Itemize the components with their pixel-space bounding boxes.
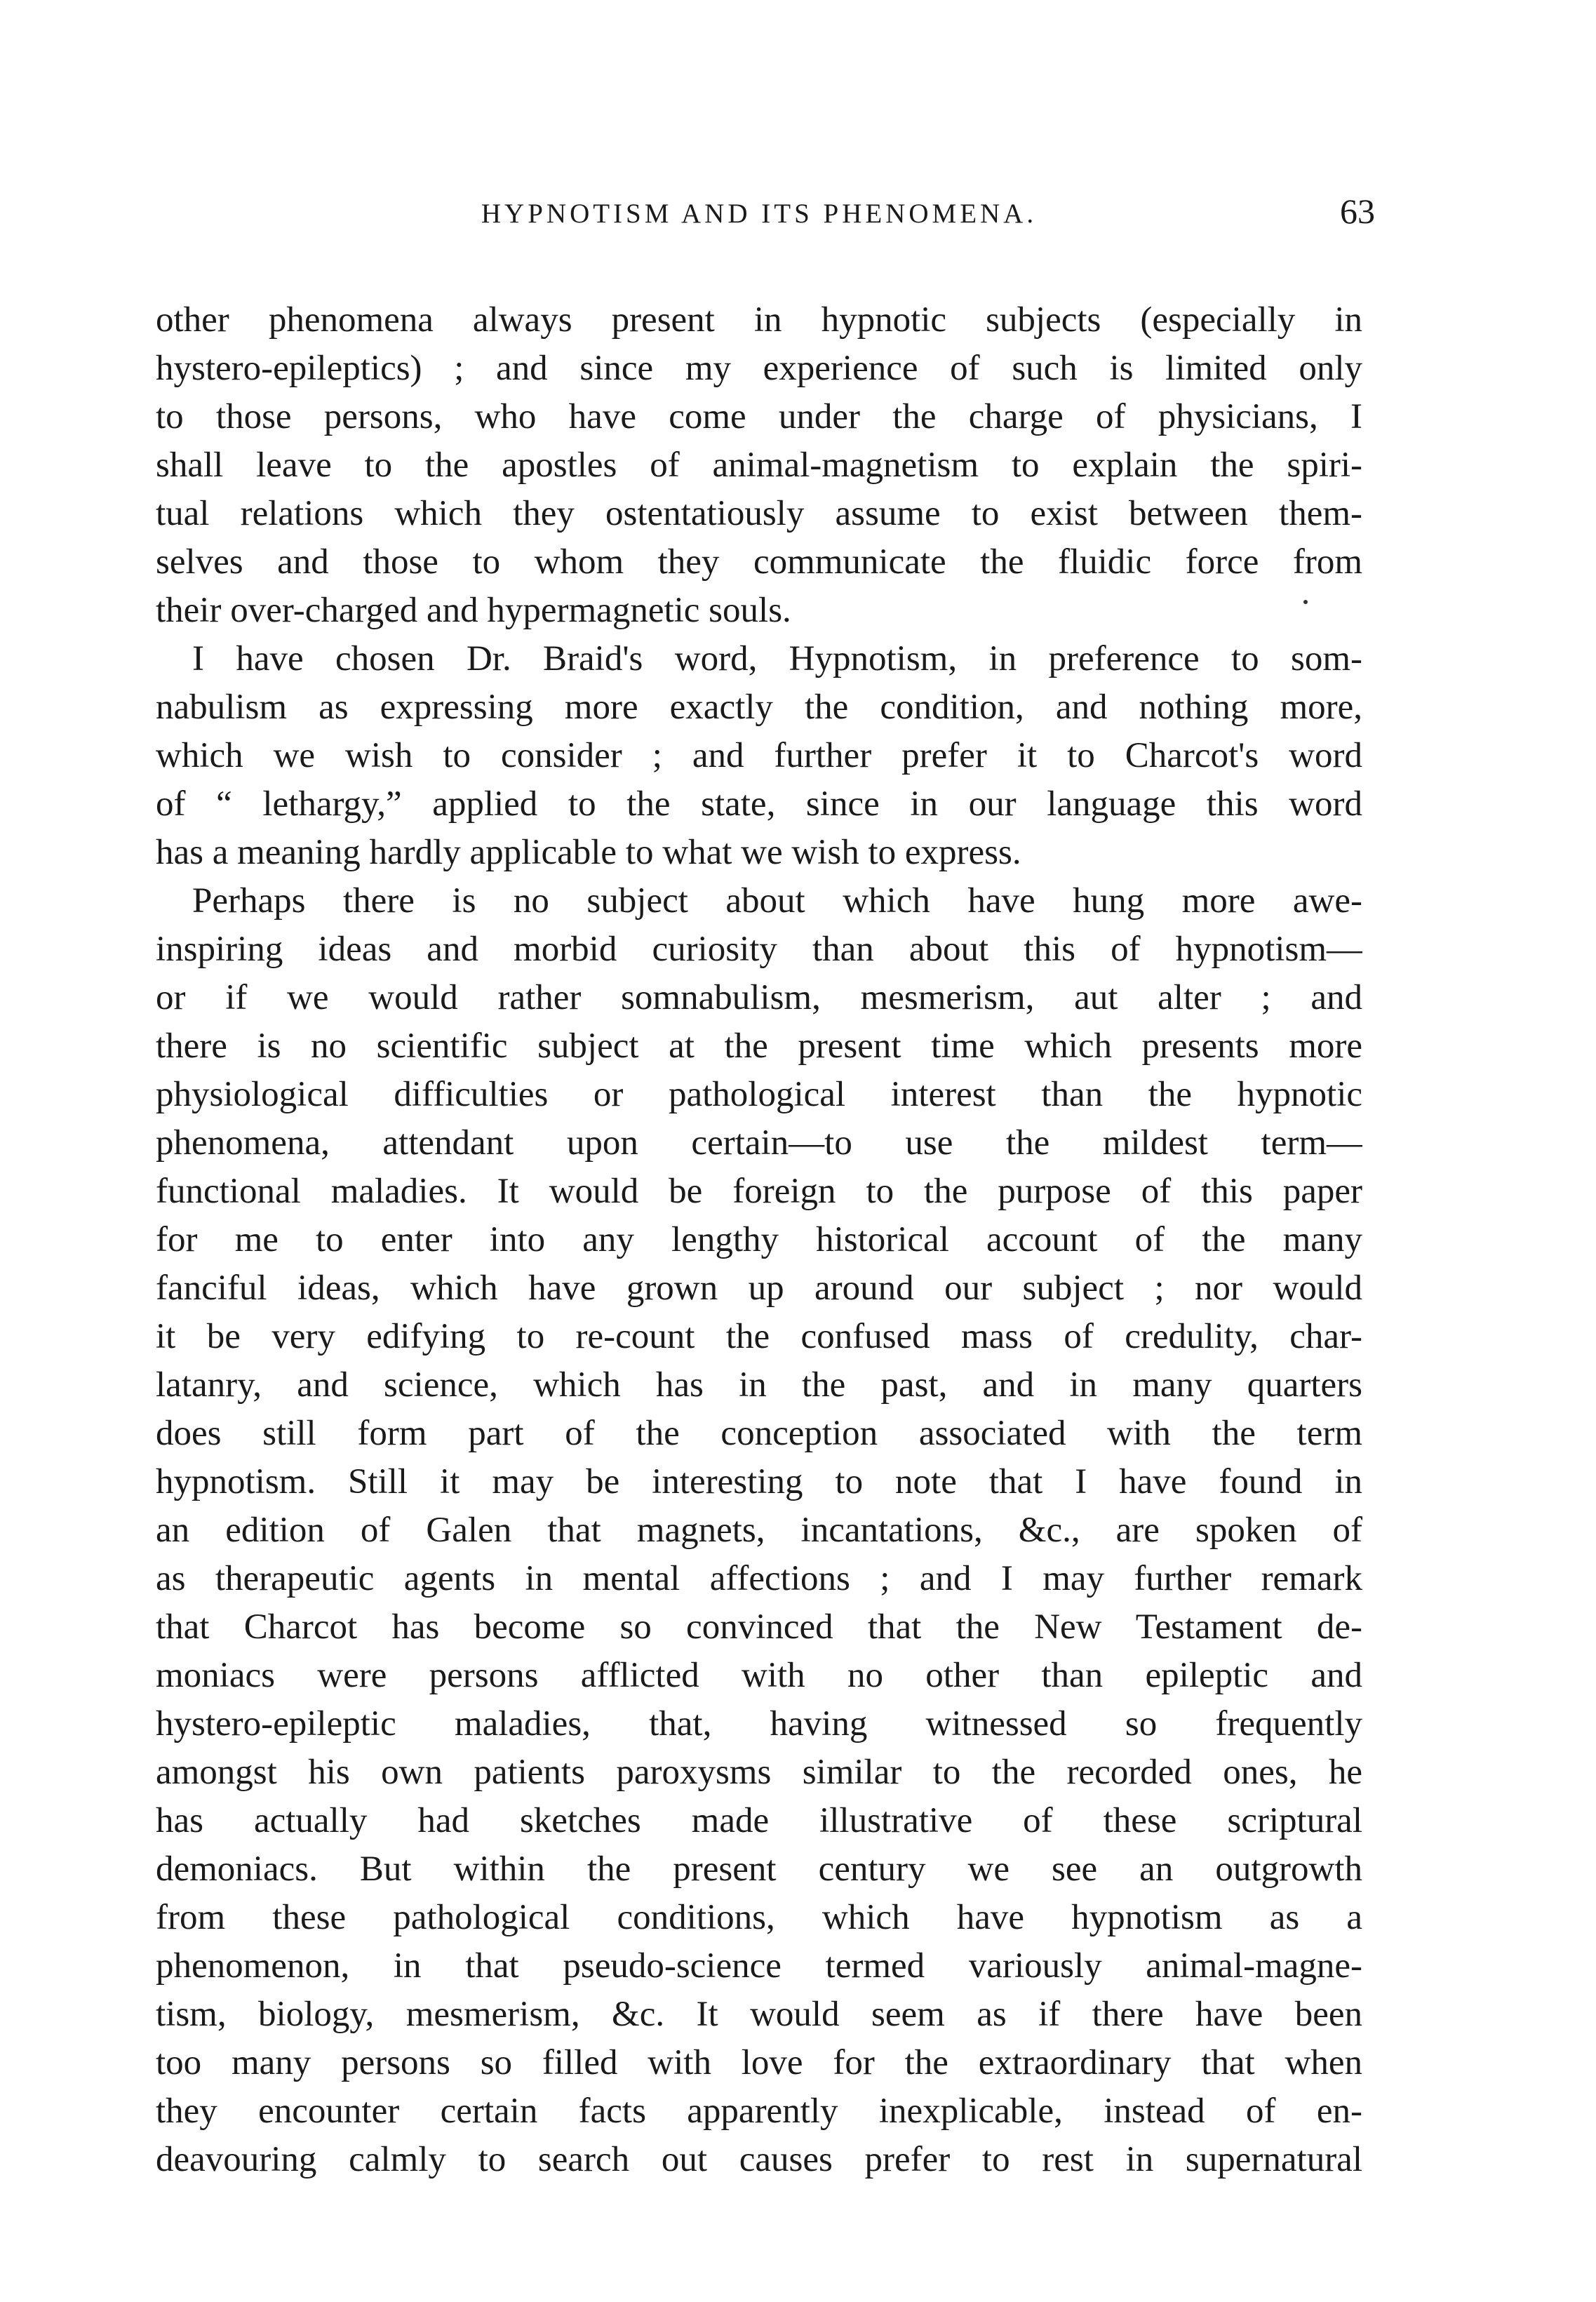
text-line: for me to enter into any lengthy historical account of the many (156, 1220, 1362, 1259)
text-line: their over-charged and hypermagnetic souls. (156, 591, 791, 630)
stray-mark (1303, 600, 1308, 604)
text-line: selves and those to whom they communicate the fluidic force from (156, 542, 1362, 582)
text-line: hystero-epileptic maladies, that, having witnessed so frequently (156, 1704, 1362, 1744)
text-line: tual relations which they ostentatiously assume to exist between them- (156, 494, 1362, 533)
text-line: other phenomena always present in hypnotic subjects (especially in (156, 300, 1362, 340)
text-line: phenomenon, in that pseudo-science termed variously animal-magne- (156, 1946, 1362, 1986)
text-line: which we wish to consider ; and further prefer it to Charcot's word (156, 736, 1362, 775)
text-line: that Charcot has become so convinced that the New Testament de- (156, 1607, 1362, 1647)
text-line: Perhaps there is no subject about which have hung more awe- (192, 881, 1362, 921)
running-head (156, 189, 1375, 239)
text-line: of “ lethargy,” applied to the state, since in our language this word (156, 784, 1362, 824)
text-line: does still form part of the conception associated with the term (156, 1414, 1362, 1453)
text-line: physiological difficulties or pathological interest than the hypnotic (156, 1075, 1362, 1114)
text-line: they encounter certain facts apparently inexplicable, instead of en- (156, 2092, 1362, 2131)
text-line: phenomena, attendant upon certain—to use the mildest term— (156, 1123, 1362, 1163)
text-line: shall leave to the apostles of animal-magnetism to explain the spiri- (156, 446, 1362, 485)
text-line: or if we would rather somnabulism, mesmerism, aut alter ; and (156, 978, 1362, 1017)
text-line: I have chosen Dr. Braid's word, Hypnotism, in preference to som- (192, 639, 1362, 678)
running-title: HYPNOTISM AND ITS PHENOMENA. (481, 199, 1038, 229)
text-line: has a meaning hardly applicable to what we wish to express. (156, 833, 1021, 872)
text-line: demoniacs. But within the present century we see an outgrowth (156, 1849, 1362, 1889)
text-line: there is no scientific subject at the present time which presents more (156, 1026, 1362, 1066)
text-line: deavouring calmly to search out causes prefer to rest in supernatural (156, 2140, 1362, 2179)
text-line: an edition of Galen that magnets, incantations, &c., are spoken of (156, 1511, 1362, 1550)
text-line: nabulism as expressing more exactly the condition, and nothing more, (156, 688, 1362, 727)
text-line: fanciful ideas, which have grown up around our subject ; nor would (156, 1269, 1362, 1308)
text-line: functional maladies. It would be foreign to the purpose of this paper (156, 1172, 1362, 1211)
text-line: amongst his own patients paroxysms similar to the recorded ones, he (156, 1753, 1362, 1792)
text-line: latanry, and science, which has in the past, and in many quarters (156, 1365, 1362, 1405)
text-line: tism, biology, mesmerism, &c. It would seem as if there have been (156, 1995, 1362, 2034)
text-line: has actually had sketches made illustrative of these scriptural (156, 1801, 1362, 1840)
text-line: hypnotism. Still it may be interesting to note that I have found in (156, 1462, 1362, 1501)
body-text (156, 296, 1362, 2184)
text-line: as therapeutic agents in mental affections ; and I may further remark (156, 1559, 1362, 1598)
text-line: to those persons, who have come under the charge of physicians, I (156, 397, 1362, 436)
text-line: it be very edifying to re-count the confused mass of credulity, char- (156, 1317, 1362, 1356)
text-line: from these pathological conditions, which have hypnotism as a (156, 1898, 1362, 1937)
text-line: hystero-epileptics) ; and since my experience of such is limited only (156, 349, 1362, 388)
text-line: moniacs were persons afflicted with no other than epileptic and (156, 1656, 1362, 1695)
text-line: inspiring ideas and morbid curiosity than about this of hypnotism— (156, 930, 1362, 969)
page-number: 63 (1340, 192, 1375, 231)
text-line: too many persons so filled with love for the extraordinary that when (156, 2043, 1362, 2082)
